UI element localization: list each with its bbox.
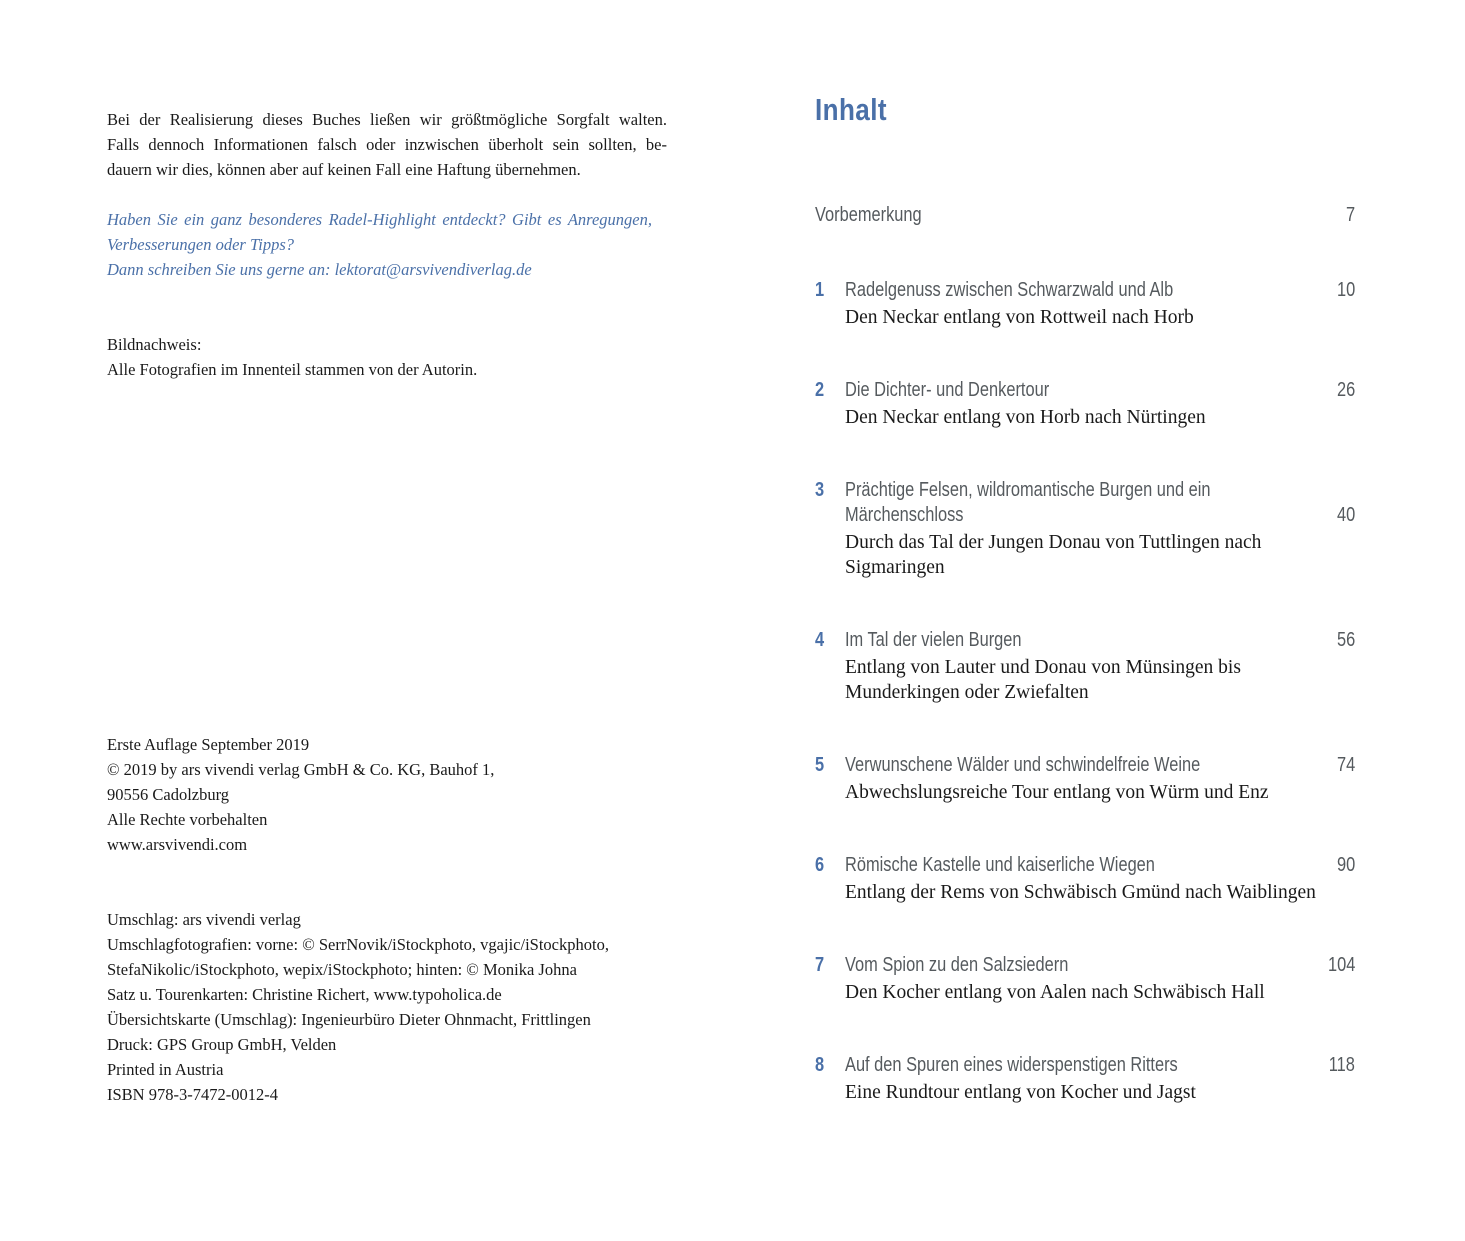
imprint-line: Erste Auflage September 2019 <box>107 735 310 754</box>
toc-entry-number: 7 <box>815 954 825 976</box>
toc-entry-title: Im Tal der vielen Burgen <box>845 629 1022 651</box>
edition-info <box>107 732 494 857</box>
liability-notice <box>107 107 667 182</box>
toc-entry-subtitle <box>845 880 1355 905</box>
toc-entry-number: 4 <box>815 629 825 651</box>
subtitle-line: Den Neckar entlang von Horb nach Nürtingen <box>845 407 1206 428</box>
production-credits <box>107 907 609 1107</box>
subtitle-line: Entlang der Rems von Schwäbisch Gmünd nach Waiblingen <box>845 882 1316 903</box>
toc-entry-1[interactable] <box>815 279 1355 339</box>
toc-entry-subtitle <box>845 655 1355 705</box>
contact-invitation <box>107 207 652 282</box>
subtitle-line: Munderkingen oder Zwiefalten <box>845 682 1089 703</box>
imprint-line: 90556 Cadolzburg <box>107 785 230 804</box>
toc-entry-title: Die Dichter- und Denkertour <box>845 379 1050 401</box>
toc-entry-2[interactable] <box>815 379 1355 439</box>
toc-page-number: 104 <box>1327 954 1355 976</box>
production-line: Umschlagfotografien: vorne: © SerrNovik/iStockphoto, vgajic/iStockphoto, <box>107 935 609 954</box>
subtitle-line: Eine Rundtour entlang von Kocher und Jagst <box>845 1082 1196 1103</box>
toc-entry-title: Radelgenuss zwischen Schwarzwald und Alb <box>845 279 1174 301</box>
subtitle-line: Den Neckar entlang von Rottweil nach Horb <box>845 307 1194 328</box>
production-line: Umschlag: ars vivendi verlag <box>107 910 301 929</box>
credits-text: Alle Fotografien im Innenteil stammen von der Autorin. <box>107 360 478 379</box>
production-line: Satz u. Tourenkarten: Christine Richert, www.typoholica.de <box>107 985 502 1004</box>
imprint-page <box>107 107 667 1104</box>
production-line: StefaNikolic/iStockphoto, wepix/iStockphoto; hinten: © Monika Johna <box>107 960 577 979</box>
toc-page-number: 10 <box>1336 279 1355 301</box>
toc-entry-number: 3 <box>815 479 825 501</box>
toc-entry-number: 2 <box>815 379 825 401</box>
toc-page-number: 74 <box>1336 754 1355 776</box>
toc-entry-8[interactable] <box>815 1054 1355 1114</box>
toc-entry-number: 6 <box>815 854 825 876</box>
toc-entry-number: 5 <box>815 754 825 776</box>
toc-entry-subtitle <box>845 1080 1355 1105</box>
toc-entry-title: Auf den Spuren eines widerspenstigen Ritters <box>845 1054 1178 1076</box>
imprint-line: Alle Rechte vorbehalten <box>107 810 268 829</box>
production-line: ISBN 978-3-7472-0012-4 <box>107 1085 278 1104</box>
toc-entry-title: Verwunschene Wälder und schwindelfreie Weine <box>845 754 1201 776</box>
notice-line: Falls dennoch Informationen falsch oder inzwischen überholt sein sollten, be- <box>107 135 667 154</box>
subtitle-line: Abwechslungsreiche Tour entlang von Würm und Enz <box>845 782 1269 803</box>
subtitle-line: Entlang von Lauter und Donau von Münsingen bis <box>845 657 1241 678</box>
toc-entry-title: Römische Kastelle und kaiserliche Wiegen <box>845 854 1155 876</box>
toc-page-number: 90 <box>1336 854 1355 876</box>
toc-entry-number: 8 <box>815 1054 825 1076</box>
toc-page-number: 118 <box>1328 1054 1355 1076</box>
toc-entry-preface[interactable] <box>815 204 1355 234</box>
toc-entry-5[interactable] <box>815 754 1355 814</box>
toc-entry-4[interactable] <box>815 629 1355 714</box>
imprint-line: www.arsvivendi.com <box>107 835 248 854</box>
toc-entry-subtitle <box>845 305 1355 330</box>
toc-entry-title: Vom Spion zu den Salzsiedern <box>845 954 1069 976</box>
subtitle-line: Durch das Tal der Jungen Donau von Tuttlingen nach <box>845 532 1262 553</box>
notice-line: Bei der Realisierung dieses Buches ließen wir größtmögliche Sorgfalt walten. <box>107 110 667 129</box>
contact-line: Dann schreiben Sie uns gerne an: lektorat@arsvivendiverlag.de <box>107 260 532 279</box>
subtitle-line: Sigmaringen <box>845 557 945 578</box>
toc-entry-subtitle <box>845 405 1355 430</box>
credits-heading: Bildnachweis: <box>107 335 202 354</box>
toc-title: Inhalt <box>815 92 887 127</box>
toc-entry-subtitle <box>845 530 1355 580</box>
toc-entry-subtitle <box>845 780 1355 805</box>
production-line: Übersichtskarte (Umschlag): Ingenieurbüro Dieter Ohnmacht, Frittlingen <box>107 1010 591 1029</box>
imprint-line: © 2019 by ars vivendi verlag GmbH & Co. KG, Bauhof 1, <box>107 760 495 779</box>
contact-line: Verbesserungen oder Tipps? <box>107 235 294 254</box>
production-line: Druck: GPS Group GmbH, Velden <box>107 1035 337 1054</box>
toc-entry-title-line2: Märchenschloss <box>845 504 964 526</box>
toc-entry-title: Prächtige Felsen, wildromantische Burgen und ein <box>845 479 1211 501</box>
toc-entry-number: 1 <box>815 279 825 301</box>
toc-page-number: 26 <box>1336 379 1355 401</box>
toc-entry-title: Vorbemerkung <box>815 204 922 226</box>
toc-entry-3[interactable] <box>815 479 1355 589</box>
subtitle-line: Den Kocher entlang von Aalen nach Schwäbisch Hall <box>845 982 1265 1003</box>
toc-entry-subtitle <box>845 980 1355 1005</box>
toc-entry-7[interactable] <box>815 954 1355 1014</box>
toc-entry-6[interactable] <box>815 854 1355 914</box>
toc-page-number: 40 <box>1336 504 1355 526</box>
production-line: Printed in Austria <box>107 1060 224 1079</box>
photo-credits <box>107 332 477 382</box>
toc-page-number: 7 <box>1345 204 1355 226</box>
notice-line: dauern wir dies, können aber auf keinen Fall eine Haftung übernehmen. <box>107 160 581 179</box>
contact-line: Haben Sie ein ganz besonderes Radel-Highlight entdeckt? Gibt es Anregungen, <box>107 210 652 229</box>
toc-page-number: 56 <box>1336 629 1355 651</box>
